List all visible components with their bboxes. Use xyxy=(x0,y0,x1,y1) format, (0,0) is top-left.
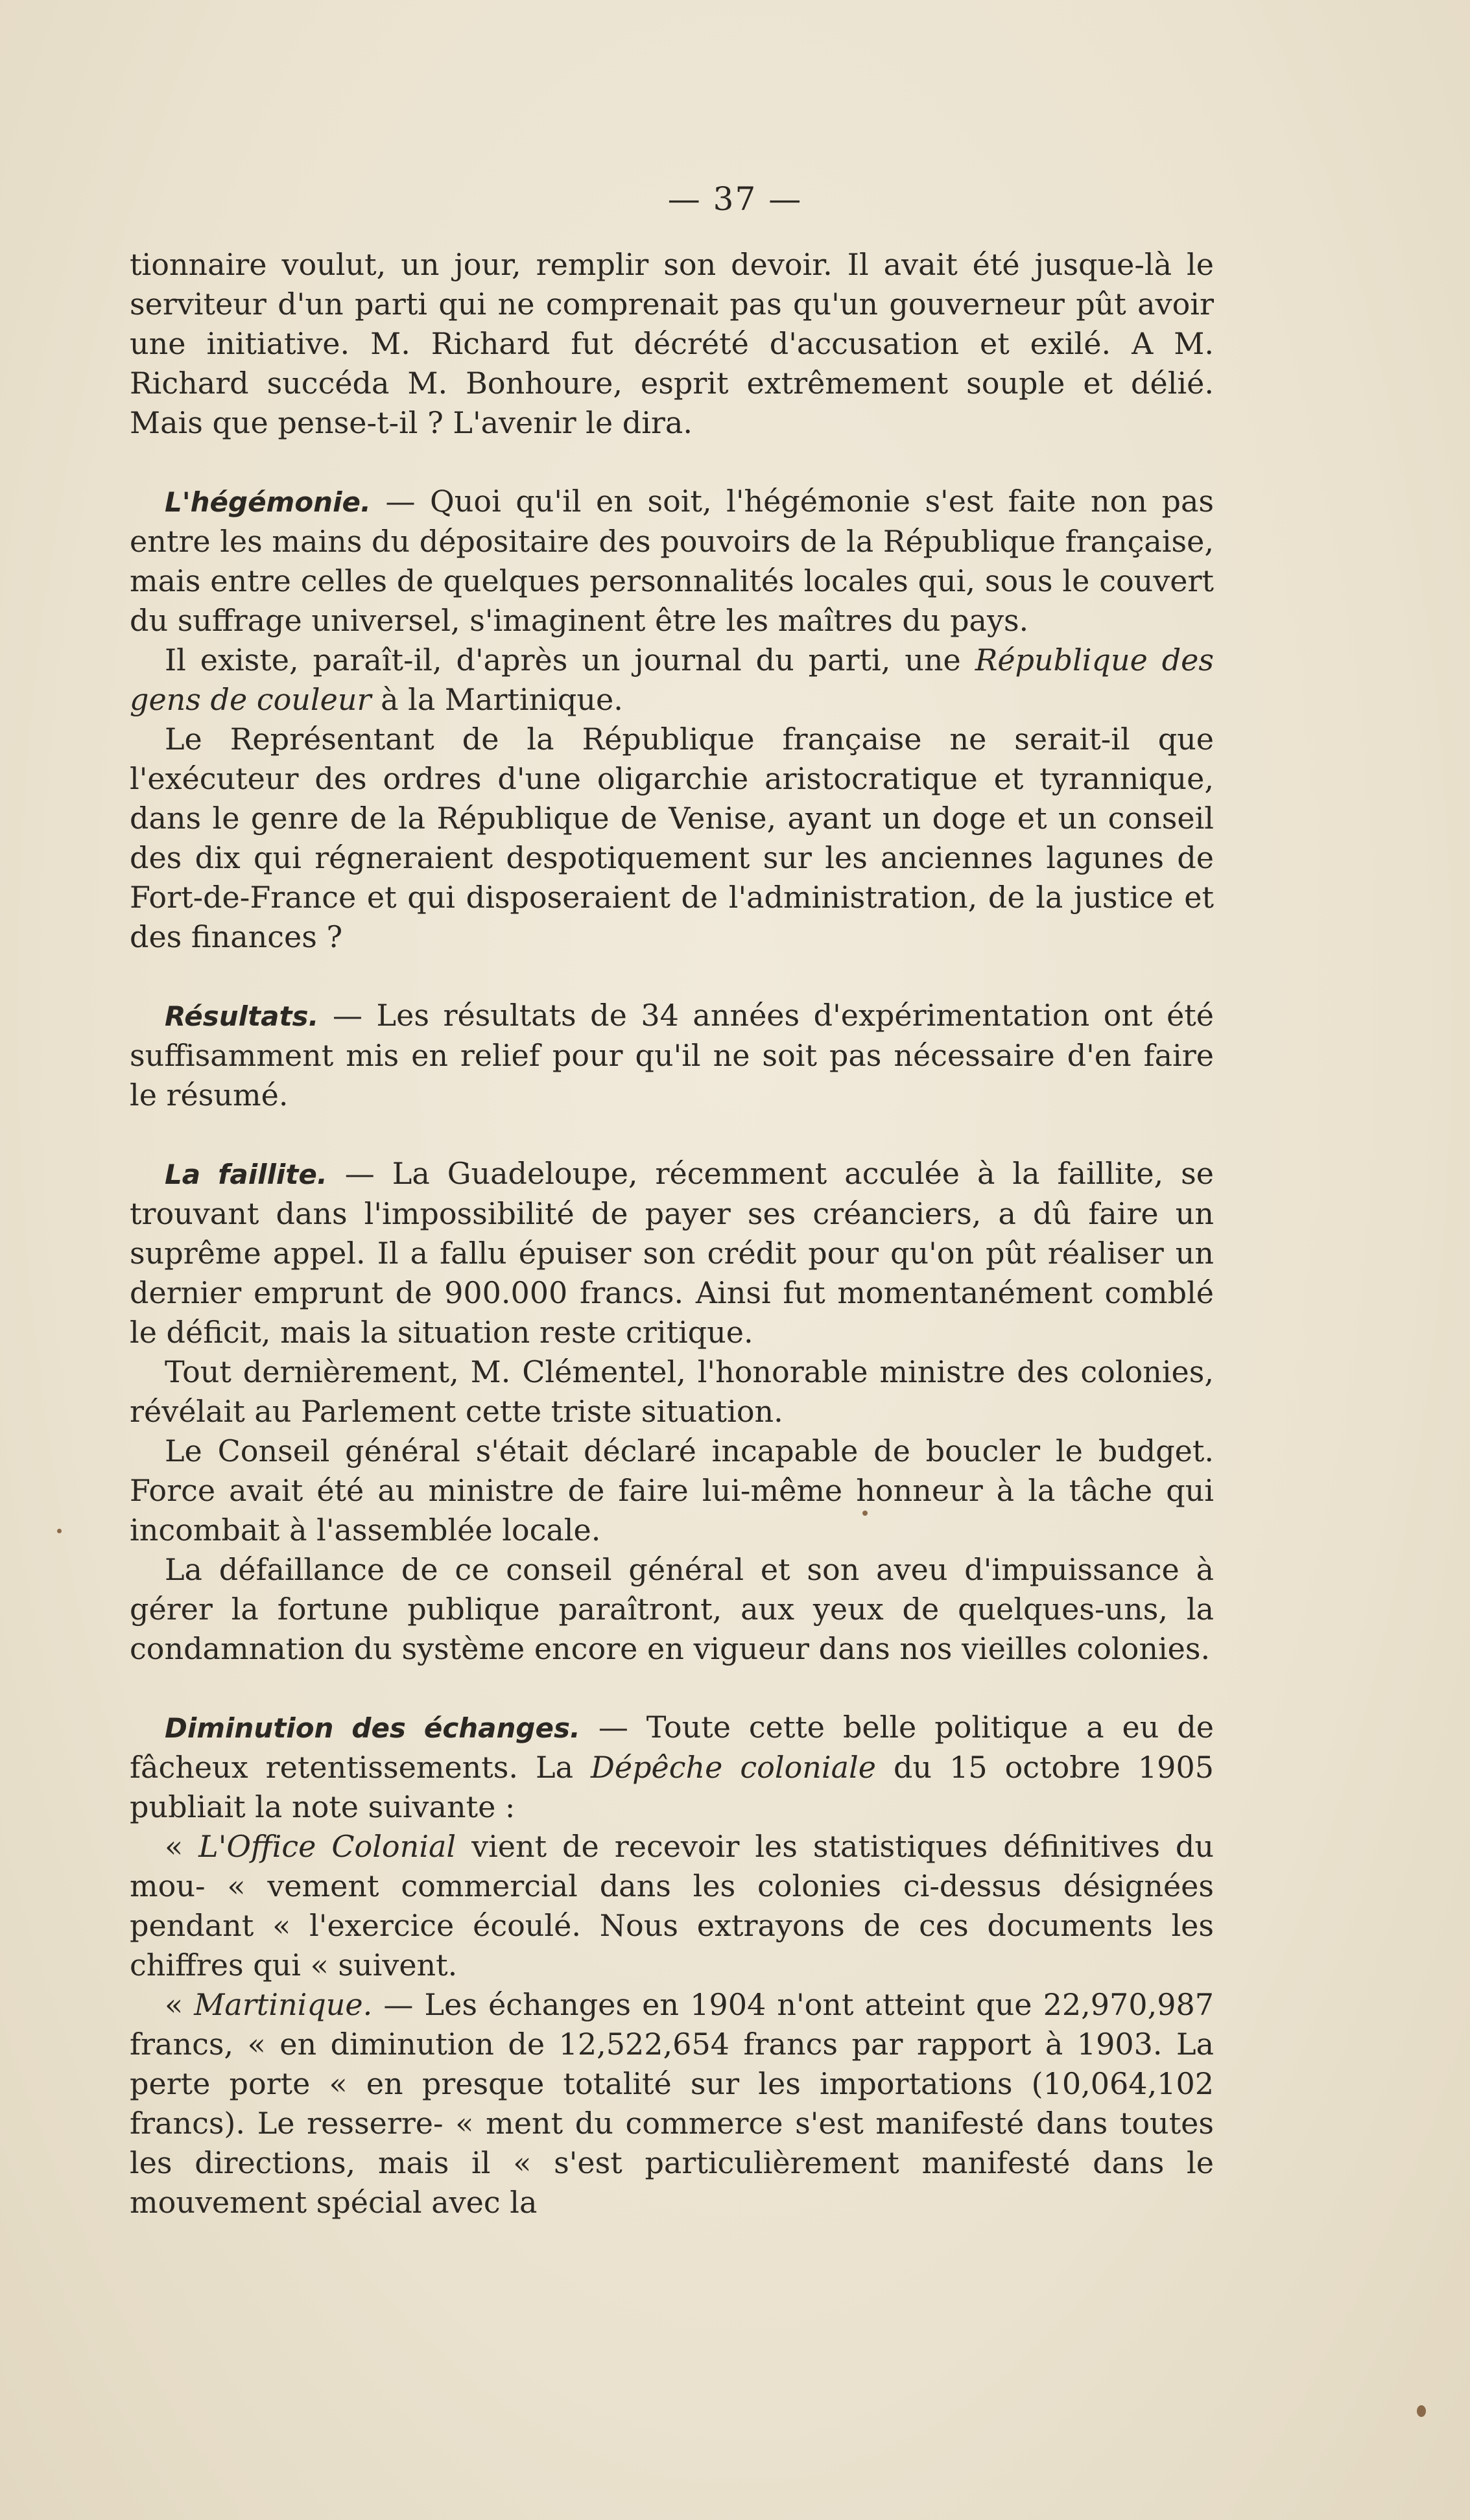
faillite-paragraph-2: Tout dernièrement, M. Clémentel, l'honorable ministre des colonies, révélait au Parlement cette triste situation. xyxy=(130,1354,1214,1429)
faillite-paragraph-4: La défaillance de ce conseil général et son aveu d'impuissance à gérer la fortune publique paraîtront, aux yeux de quelques-uns, la condamnation du système encore en vigueur dans nos vieilles colonies. xyxy=(130,1552,1214,1666)
section-echanges xyxy=(130,1708,1214,2222)
quote-office-colonial: « L'Office Colonial vient de recevoir les statistiques définitives du mou- « vement commercial dans les colonies ci-dessus désignées pendant « l'exercice écoulé. Nous extrayons de ces documents les chiffres qui « suivent. xyxy=(130,1829,1215,1983)
section-resultats xyxy=(130,996,1214,1115)
intro-paragraph: tionnaire voulut, un jour, remplir son devoir. Il avait été jusque-là le serviteur d'un parti qui ne comprenait pas qu'un gouverneur pût avoir une initiative. M. Richard fut décrété d'accusation et exilé. A M. Richard succéda M. Bonhoure, esprit extrêmement souple et délié. Mais que pense-t-il ? L'avenir le dira. xyxy=(130,247,1214,440)
section-hegemonie xyxy=(130,482,1214,957)
depeche-coloniale-title: Dépêche coloniale xyxy=(591,1750,876,1785)
echanges-paragraph: Diminution des échanges. — Toute cette belle politique a eu de fâcheux retentissements. La Dépêche coloniale du 15 octobre 1905 publiait la note suivante : xyxy=(130,1710,1215,1824)
quote-martinique: « Martinique. — Les échanges en 1904 n'ont atteint que 22,970,987 francs, « en diminution de 12,522,654 francs par rapport à 1903. La perte porte « en presque totalité sur les importations (10,064,102 francs). Le resserre- « ment du commerce s'est manifesté dans toutes les directions, mais il « s'est particulièrement manifesté dans le mouvement spécial avec la xyxy=(130,1987,1214,2220)
section-title-echanges: Diminution des échanges. xyxy=(165,1712,580,1744)
hegemonie-text-1: — Quoi qu'il en soit, l'hégémonie s'est faite non pas entre les mains du dépositaire des pouvoirs de la République française, mais entre celles de quelques personnalités locales qui, sous le couvert du suffrage universel, s'imaginent être les maîtres du pays. xyxy=(130,484,1214,638)
section-title-faillite: La faillite. xyxy=(165,1159,327,1190)
republique-title: République des gens de couleur xyxy=(130,642,1214,717)
martinique-heading: Martinique. xyxy=(194,1987,373,2022)
office-colonial-title: L'Office Colonial xyxy=(198,1829,456,1864)
faillite-paragraph-3: Le Conseil général s'était déclaré incapable de boucler le budget. Force avait été au ministre de faire lui-même honneur à la tâche qui incombait à l'assemblée locale. xyxy=(130,1433,1214,1548)
page-number: — 37 — xyxy=(667,180,803,218)
resultats-paragraph: Résultats. — Les résultats de 34 années d'expérimentation ont été suffisamment mis en relief pour qu'il ne soit pas nécessaire d'en faire le résumé. xyxy=(130,998,1214,1113)
section-title-resultats: Résultats. xyxy=(165,1000,319,1032)
paper-speck xyxy=(57,1529,62,1533)
faillite-paragraph-1: La faillite. — La Guadeloupe, récemment acculée à la faillite, se trouvant dans l'impossibilité de payer ses créanciers, a dû faire un suprême appel. Il a fallu épuiser son crédit pour qu'on pût réaliser un dernier emprunt de 900.000 francs. Ainsi fut momentanément comblé le déficit, mais la situation reste critique. xyxy=(130,1156,1214,1350)
hegemonie-paragraph-3: Le Représentant de la République française ne serait-il que l'exécuteur des ordres d'une oligarchie aristocratique et tyrannique, dans le genre de la République de Venise, ayant un doge et un conseil des dix qui régneraient despotiquement sur les anciennes lagunes de Fort-de-France et qui disposeraient de l'administration, de la justice et des finances ? xyxy=(130,722,1214,954)
paper-speck xyxy=(1417,2405,1426,2417)
paper-speck xyxy=(862,1511,868,1516)
hegemonie-paragraph-2: Il existe, paraît-il, d'après un journal du parti, une République des gens de couleur à la Martinique. xyxy=(130,642,1214,717)
text-body xyxy=(130,245,1214,2222)
hegemonie-paragraph-1 xyxy=(130,482,1214,641)
section-faillite xyxy=(130,1154,1214,1669)
section-title-hegemonie: L'hégémonie. xyxy=(165,486,371,518)
